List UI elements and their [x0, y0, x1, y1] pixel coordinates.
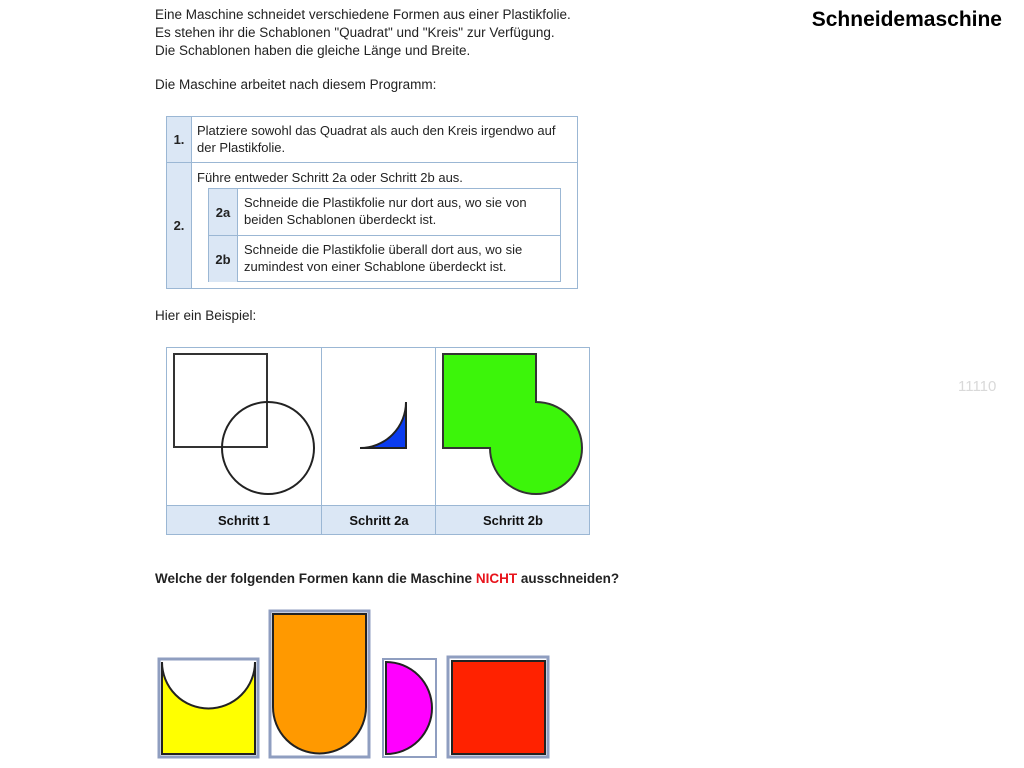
- answer-shapes: [156, 608, 556, 760]
- step-text: Führe entweder Schritt 2a oder Schritt 2b aus.: [197, 170, 463, 185]
- question-part: Welche der folgenden Formen kann die Maschine: [155, 571, 476, 586]
- substep-table: [208, 188, 561, 282]
- intersection-shape: [360, 402, 406, 448]
- program-intro: Die Maschine arbeitet nach diesem Programm:: [155, 77, 437, 92]
- intro-line: Es stehen ihr die Schablonen "Quadrat" und "Kreis" zur Verfügung.: [155, 25, 555, 40]
- step-number: 1.: [167, 117, 192, 163]
- intro-line: Eine Maschine schneidet verschiedene Formen aus einer Plastikfolie.: [155, 7, 571, 22]
- answer-a-shape[interactable]: [162, 662, 255, 754]
- caption-step2b: Schritt 2b: [435, 506, 590, 534]
- page-number: 11110: [958, 378, 997, 395]
- substep-text: Schneide die Plastikfolie überall dort aus, wo sie zumindest von einer Schablone überdeckt ist.: [244, 242, 523, 274]
- answer-options: [156, 608, 556, 760]
- substep-row: [209, 236, 560, 282]
- substep-text: Schneide die Plastikfolie nur dort aus, wo sie von beiden Schablonen überdeckt ist.: [244, 195, 527, 227]
- question-highlight: NICHT: [475, 571, 518, 586]
- answer-d-shape[interactable]: [452, 661, 545, 754]
- example-table: [166, 347, 590, 535]
- caption-step1: Schritt 1: [217, 512, 270, 528]
- question-part: ausschneiden?: [517, 571, 620, 586]
- example-label: Hier ein Beispiel:: [155, 308, 257, 323]
- caption-row: [167, 505, 589, 534]
- union-shape: [443, 354, 582, 494]
- column-divider: [435, 348, 436, 505]
- intro-line: Die Schablonen haben die gleiche Länge und Breite.: [155, 43, 471, 58]
- example-figures: [167, 348, 589, 505]
- answer-c-shape[interactable]: [386, 662, 432, 754]
- intro-text: [155, 6, 571, 60]
- slide-title: Schneidemaschine: [811, 8, 1002, 31]
- substep-key: 2a: [209, 189, 238, 235]
- column-divider: [321, 348, 322, 505]
- row-divider: [191, 162, 577, 163]
- caption-step2a: Schritt 2a: [321, 506, 436, 534]
- program-table: [166, 116, 578, 289]
- substep-row: [209, 189, 560, 236]
- answer-b-shape[interactable]: [273, 614, 366, 754]
- step-number: 2.: [167, 163, 192, 288]
- substep-key: 2b: [209, 236, 238, 282]
- step-text: Platziere sowohl das Quadrat als auch den Kreis irgendwo auf der Plastikfolie.: [197, 123, 556, 155]
- question-text: [155, 571, 619, 586]
- square-template: [174, 354, 267, 447]
